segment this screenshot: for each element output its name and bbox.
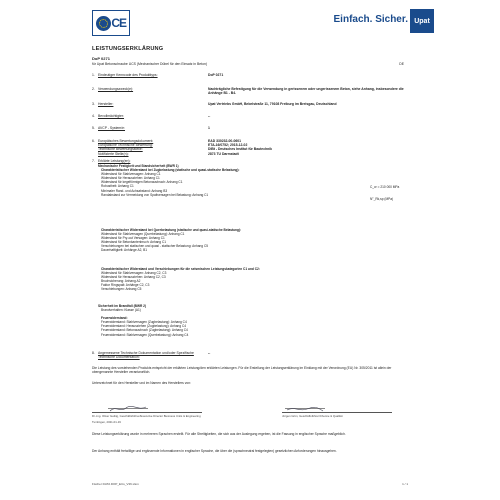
side-value-ccr: C_cr = 210 000 MPa xyxy=(370,185,400,189)
document-title: LEISTUNGSERKLÄRUNG xyxy=(92,46,164,52)
page-number: 1 / 1 xyxy=(402,482,408,486)
signature-line-right xyxy=(282,412,392,413)
declaration-page: CE Einfach. Sicher. Upat LEISTUNGSERKLÄRUNG DoP 0271 für Upat Betonschraube UCS (Mechanischer Dübel für den Einsatz in Beton) DE 1. Eindeutiger Kenncode des Produkttyps: DoP 0271 2. Verwendungszweck(e): Nachträgliche Befestigung für die Verwendung in gerissenem oder ungerissenem Beton, siehe Anhang, insbesondere die Anhänge B1 - B4. 3. Hersteller: Upat Vertriebs GmbH, Bebelstraße 11, 79108 Freiburg im Breisgau, Deutschland 4. Bevollmächtigter: -- 5. AVCP - System/e: 1 6. Europäisches Bewertungsdokument: Europäische Technische Bewertung: Technische Bewertungsstelle: Notifizierte Stelle(n): EAD 330232-00-0601 ETA-16/0752; 2015-12-02 DIBt - Deutsches Institut für Bautechnik 2873 TU Darmstadt 7. Erklärte Leistung(en): Mechanische Festigkeit und Standsicherheit (BWR 1) Charakteristischer Widerstand bei Zugbelastung (statische und quasi-statische Belastung): Widerstand für Stahlversagen: Anhang C1 Widerstand für Herausziehen: Anhang C1 Widerstand für kegelförmigen Betonausbruch: Anhang C1 Robustheit: Anhang C1 Minimaler Rand- und Achsabstand: Anhang B3 Randabstand zur Vermeidung von Spaltversagen bei Belastung: Anhang C1 C_cr = 210 000 MPa N°_Rk,sp (MPa) Charakteristischer Widerstand bei Querbelastung (statische und quasi-statische Belastung): Widerstand für Stahlversagen (Querbelastung): Anhang C1 Widerstand für Pry-out Versagen: Anhang C1 Widerstand für Betonkantenbruch: Anhang C1 Verschiebungen bei statischen und quasi - statischer Belastung: Anhang C5 Dauerhaftigkeit: Anhänge A2, B1 Charakteristischer Widerstand und Verschiebungen für die seismischen Leistungskategorien C1 und C2: Widerstand für Stahlversagen: Anhang C2, C3 Widerstand für Herausziehen: Anhang C2, C3 Bruchsicherung: Anhang A2 Faktor Ringspalt: Anhänge C2, C3 Verschiebungen: Anhang C5 Sicherheit im Brandfall (BWR 2) Brandverhalten: Klasse (A1) Feuerwiderstand: Feuerwiderstand: Stahlversagen (Zugbelastung): Anhang C4 Feuerwiderstand: Herausziehen (Zugbelastung): Anhang C4 Feuerwiderstand: Betonausbruch (Zugbelastung): Anhang C4 Feuerwiderstand: Stahlversagen (Querbelastung): Anhang C4 8. Angemessene Technische Dokumentation und/oder Spezifische Technische Dokumentation: -- Die Leistung des vorstehenden Produkts entspricht der erklärten Leistung/den erklärten Leistungen. Für die Erstellung der Leistungserklärung im Einklang mit der Verordnung (EU) Nr. 305/2011 ist allein der obengenannte Hersteller verantwortlich. Unterzeichnet für den Hersteller und im Namen des Herstellers von: Dr.-Ing. Oliver Geibig, Geschäftsführer/Executive Director Business Units & Engineering Tumlingen, 2021-01-19 Jürgen Grün, Geschäftsführer/Chemie & Qualität Diese Leistungserklärung wurde in mehreren Sprachen erstellt. Für alle Streitigkeiten, die sich aus der Auslegung ergeben, ist die Fassung in englischer Sprache maßgeblich. Der Anhang enthält freiwillige und ergänzende Informationen in englischer Sprache, die über die (sprachneutral festgelegten) gesetzlichen Anforderungen hinausgehen. Fischer DATA DOP_ECs_V36.xlsm 1 / 1 xyxy=(0,0,500,500)
declaration-text: Die Leistung des vorstehenden Produkts entspricht der erklärten Leistung/den erklärten Leistungen. Für die Erstellung der Leistungserklärung im Einklang mit der Verordnung (EU) Nr. 305/2011 ist allein der obengenannte Hersteller verantwortlich. xyxy=(92,366,392,375)
eu-flag-icon xyxy=(96,16,111,31)
ce-mark: CE xyxy=(111,16,126,30)
fire-safety-section: Sicherheit im Brandfall (BWR 2) Brandverhalten: Klasse (A1) Feuerwiderstand: Feuerwiderstand: Stahlversagen (Zugbelastung): Anhang C4 Feuerwiderstand: Herausziehen (Zugbelastung): Anhang C4 Feuerwiderstand: Betonausbruch (Zugbelastung): Anhang C4 Feuerwiderstand: Stahlversagen (Querbelastung): Anhang C4 xyxy=(98,304,189,337)
performance-section-3: Charakteristischer Widerstand und Verschiebungen für die seismischen Leistungskategorien C1 und C2: Widerstand für Stahlversagen: Anhang C2, C3 Widerstand für Herausziehen: Anhang C2, C3 Bruchsicherung: Anhang A2 Faktor Ringspalt: Anhänge C2, C3 Verschiebungen: Anhang C5 xyxy=(101,267,260,292)
upat-logo: Upat xyxy=(410,9,434,33)
place-date: Tumlingen, 2021-01-19 xyxy=(92,420,121,424)
performance-section-1: Mechanische Festigkeit und Standsicherheit (BWR 1) Charakteristischer Widerstand bei Zugbelastung (statische und quasi-statische Belastung): Widerstand für Stahlversagen: Anhang C1 Widerstand für Herausziehen: Anhang C1 Widerstand für kegelförmigen Betonausbruch: Anhang C1 Robustheit: Anhang C1 Minimaler Rand- und Achsabstand: Anhang B3 Randabstand zur Vermeidung von Spaltversagen bei Belastung: Anhang C1 xyxy=(98,164,240,197)
language-code: DE xyxy=(399,62,404,66)
signature-caption-right: Jürgen Grün, Geschäftsführer/Chemie & Qualität xyxy=(282,414,343,418)
signature-caption-left: Dr.-Ing. Oliver Geibig, Geschäftsführer/Executive Director Business Units & Engineering xyxy=(92,414,201,418)
footer-filename: Fischer DATA DOP_ECs_V36.xlsm xyxy=(92,482,139,486)
signature-line-left xyxy=(92,412,202,413)
signed-for-text: Unterzeichnet für den Hersteller und im Namen des Herstellers von: xyxy=(92,381,191,385)
side-value-nrk: N°_Rk,sp (MPa) xyxy=(370,197,394,201)
ce-logo xyxy=(92,10,130,36)
signature-right xyxy=(285,400,325,409)
signature-left xyxy=(108,400,148,409)
annex-note: Der Anhang enthält freiwillige und ergänzende Informationen in englischer Sprache, die über die (sprachneutral festgelegten) gesetzlichen Anforderungen hinausgehen. xyxy=(92,449,337,453)
dop-number: DoP 0271 xyxy=(92,56,110,61)
language-note: Diese Leistungserklärung wurde in mehreren Sprachen erstellt. Für alle Streitigkeiten, die sich aus der Auslegung ergeben, ist die Fassung in englischer Sprache maßgeblich. xyxy=(92,432,346,436)
brand-slogan: Einfach. Sicher. xyxy=(333,14,408,25)
dop-subtitle: für Upat Betonschraube UCS (Mechanischer Dübel für den Einsatz in Beton) xyxy=(92,62,207,66)
performance-section-2: Charakteristischer Widerstand bei Querbelastung (statische und quasi-statische Belastung): Widerstand für Stahlversagen (Querbelastung): Anhang C1 Widerstand für Pry-out Versagen: Anhang C1 Widerstand für Betonkantenbruch: Anhang C1 Verschiebungen bei statischen und quasi - statischer Belastung: Anhang C5 Dauerhaftigkeit: Anhänge A2, B1 xyxy=(101,228,242,253)
